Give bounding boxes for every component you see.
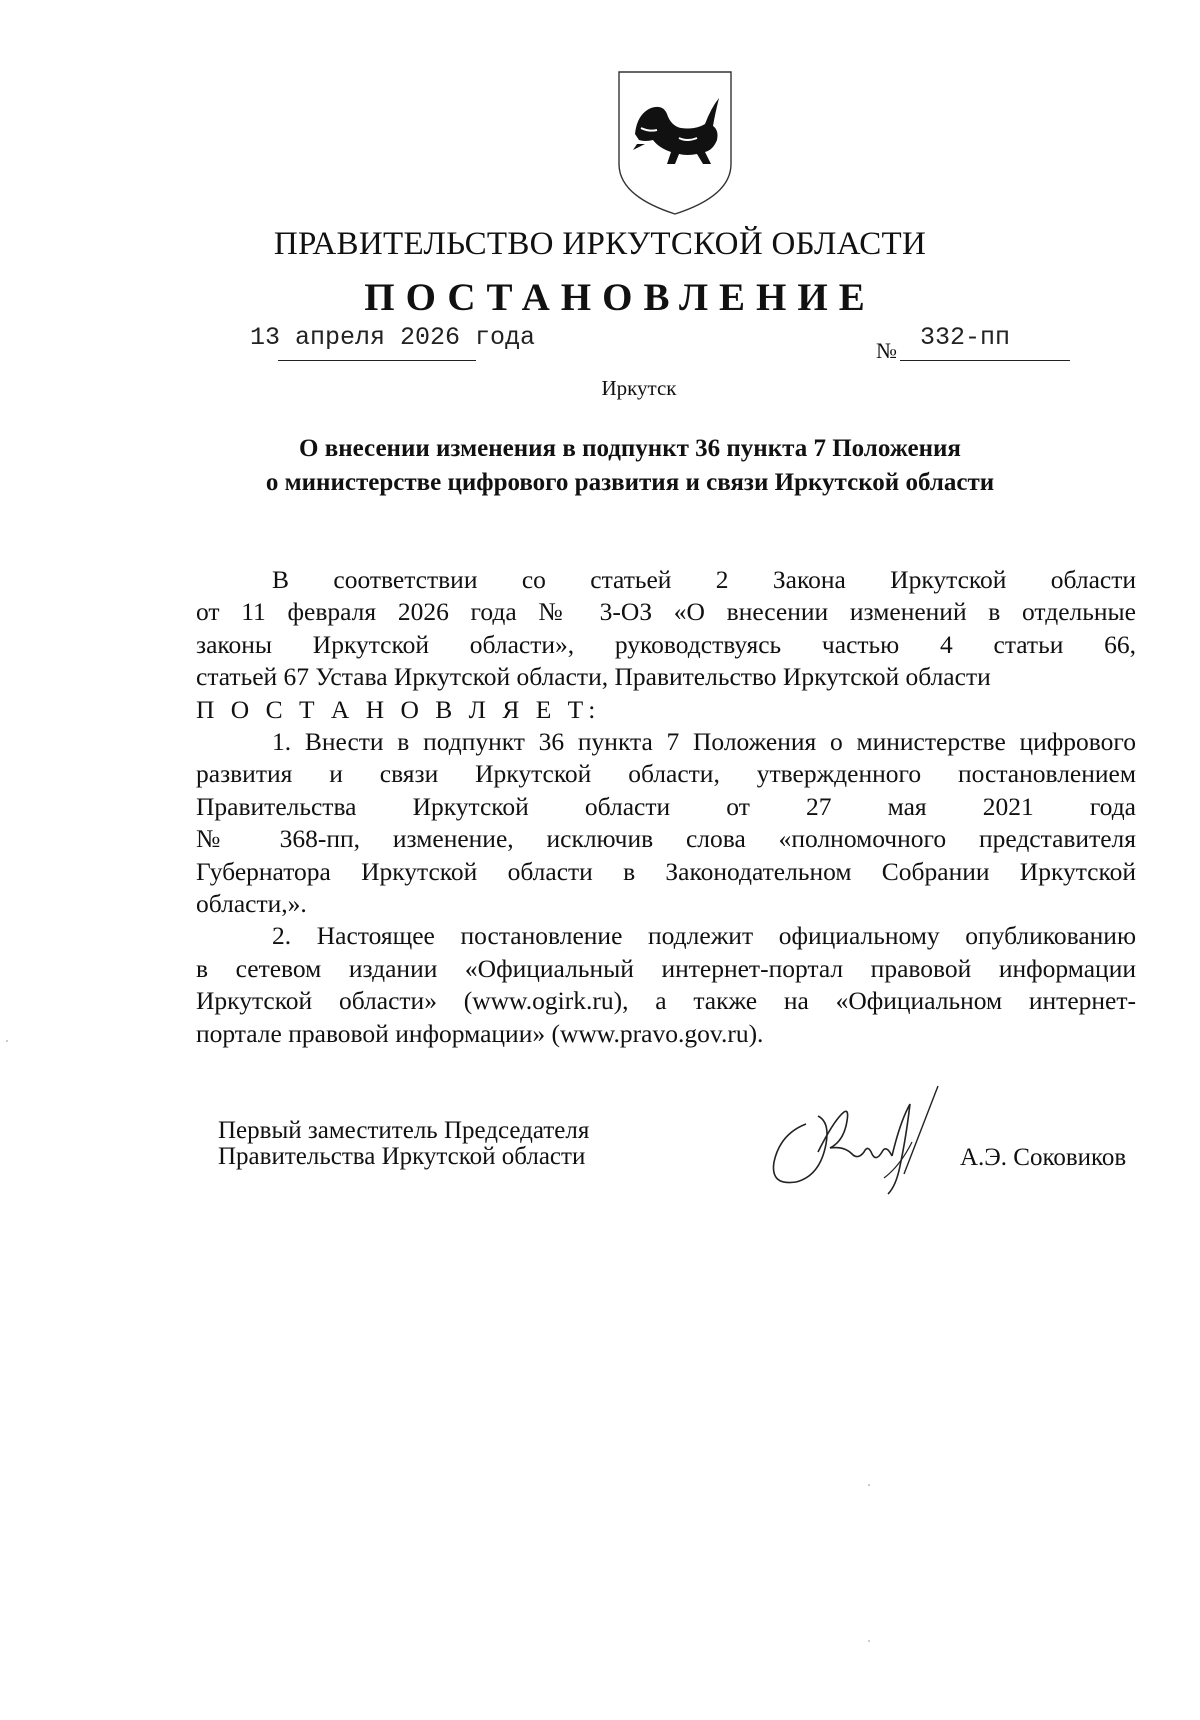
document-body bbox=[196, 564, 1136, 1050]
item1-line: Правительства Иркутской области от 27 мая 2021 года bbox=[196, 791, 1136, 821]
subject-line-2: о министерстве цифрового развития и связи Иркутской области bbox=[265, 469, 995, 496]
signer-name: А.Э. Соковиков bbox=[960, 1144, 1127, 1171]
item2-line: портале правовой информации» (www.pravo.gov.ru). bbox=[196, 1018, 764, 1048]
number-underline bbox=[900, 360, 1070, 361]
handwritten-signature bbox=[760, 1082, 950, 1202]
government-title: ПРАВИТЕЛЬСТВО ИРКУТСКОЙ ОБЛАСТИ bbox=[273, 226, 927, 262]
city: Иркутск bbox=[601, 376, 677, 400]
item2-line: Иркутской области» (www.ogirk.ru), а также на «Официальном интернет- bbox=[196, 986, 1136, 1016]
coat-of-arms-icon bbox=[615, 68, 735, 218]
item2-line: 2. Настоящее постановление подлежит официальному опубликованию bbox=[272, 921, 1136, 951]
resolves-word: П О С Т А Н О В Л Я Е Т: bbox=[196, 694, 601, 724]
document-number: 332-пп bbox=[920, 323, 1011, 352]
document-date: 13 апреля 2026 года bbox=[250, 323, 536, 352]
date-underline bbox=[278, 360, 476, 361]
item1-line: Губернатора Иркутской области в Законодательном Собрании Иркутской bbox=[196, 856, 1136, 886]
signer-position bbox=[218, 1118, 589, 1170]
document-type: ПОСТАНОВЛЕНИЕ bbox=[364, 276, 876, 319]
scan-speck bbox=[6, 1040, 8, 1042]
item1-line: № 368-пп, изменение, исключив слова «полномочного представителя bbox=[196, 824, 1136, 854]
scan-speck bbox=[868, 1640, 870, 1642]
scan-speck bbox=[868, 1484, 870, 1486]
signer-position-line-1: Первый заместитель Председателя bbox=[218, 1117, 590, 1144]
subject-line-1: О внесении изменения в подпункт 36 пункта 7 Положения bbox=[299, 435, 961, 462]
item2-line: в сетевом издании «Официальный интернет-портал правовой информации bbox=[196, 953, 1136, 983]
item1-line: 1. Внести в подпункт 36 пункта 7 Положения о министерстве цифрового bbox=[272, 727, 1136, 757]
preamble-line: В соответствии со статьей 2 Закона Иркутской области bbox=[272, 565, 1136, 594]
preamble-line: законы Иркутской области», руководствуясь частью 4 статьи 66, bbox=[196, 629, 1136, 659]
number-label: № bbox=[876, 338, 897, 363]
preamble-line: статьей 67 Устава Иркутской области, Правительство Иркутской области bbox=[196, 662, 991, 692]
item1-line: развития и связи Иркутской области, утвержденного постановлением bbox=[196, 759, 1136, 789]
item1-line: области,». bbox=[196, 889, 307, 919]
signer-position-line-2: Правительства Иркутской области bbox=[218, 1143, 586, 1170]
document-subject bbox=[0, 432, 1200, 500]
preamble-line: от 11 февраля 2026 года № 3-ОЗ «О внесении изменений в отдельные bbox=[196, 597, 1136, 627]
